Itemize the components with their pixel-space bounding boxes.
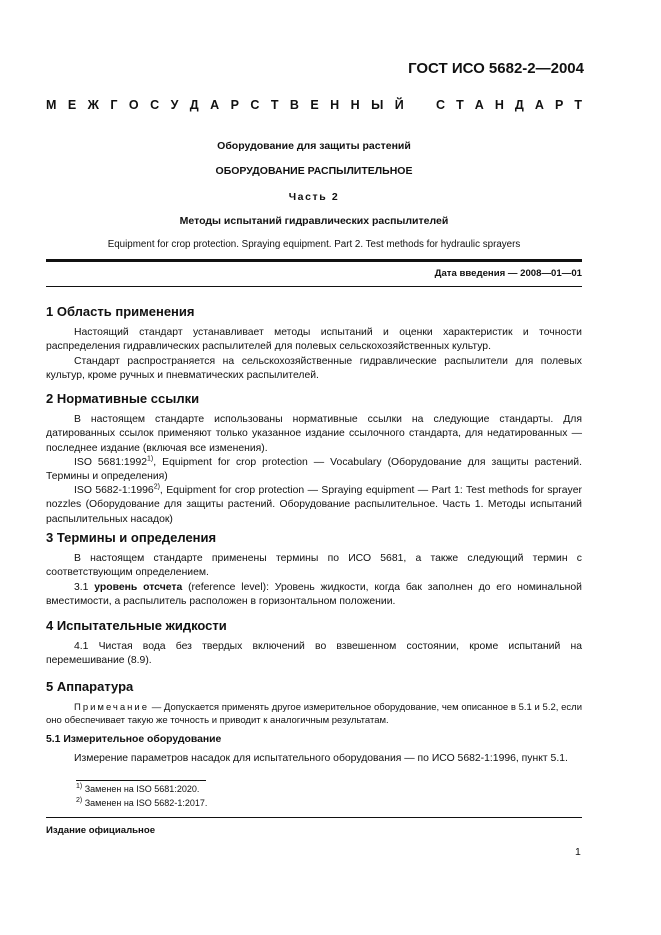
section-1	[46, 305, 582, 383]
section-3	[46, 531, 582, 609]
reference-iso-5682-1	[46, 484, 582, 527]
section-heading: 2 Нормативные ссылки	[46, 391, 200, 406]
note	[46, 701, 582, 727]
reference-title: , Equipment for crop protection — Vocabulary (Оборудование для защиты растений. Термины и определения)	[46, 456, 583, 483]
title-part: Часть 2	[288, 191, 340, 203]
note-label: Примечание	[74, 702, 149, 714]
footnote-marker: 1)	[147, 455, 154, 463]
footer-divider	[46, 817, 582, 818]
term-number: 3.1	[74, 581, 95, 593]
section-2	[46, 392, 582, 527]
paragraph: В настоящем стандарте использованы нормативные ссылки на следующие стандарты. Для датированных ссылок применяют только указанное издание ссылочного стандарта, для недатированных — последнее издание (включая все изменения).	[46, 414, 582, 454]
section-heading: 4 Испытательные жидкости	[46, 618, 227, 633]
footnote-number: 1)	[76, 783, 83, 790]
banner-word-standard: С Т А Н Д А Р Т	[436, 98, 582, 112]
title-divider-thin	[46, 286, 582, 287]
footnote-text: Заменен на ISO 5681:2020.	[82, 784, 200, 794]
title-subtitle: Методы испытаний гидравлических распылителей	[179, 215, 449, 227]
title-divider-thick	[46, 259, 582, 262]
footnote-number: 2)	[76, 797, 83, 804]
note-text: — Допускается применять другое измерительное оборудование, чем описанное в 5.1 и 5.2, если оно обеспечивает такую же точность и приводит к аналогичным результатам.	[46, 702, 582, 727]
paragraph: Измерение параметров насадок для испытательного оборудования — по ИСО 5682-1:1996, пункт 5.1.	[74, 753, 568, 765]
term-name: уровень отсчета	[94, 581, 183, 593]
reference-title: , Equipment for crop protection — Spraying equipment — Part 1: Test methods for sprayer nozzles (Оборудование для защиты растений. Оборудование распылительное. Часть 1. Методы испытаний распылительных насадок)	[46, 485, 582, 525]
subsection-heading: 5.1 Измерительное оборудование	[46, 734, 222, 746]
title-line-1: Оборудование для защиты растений	[217, 140, 411, 152]
footnote-1	[76, 784, 199, 794]
banner-word-interstate: М Е Ж Г О С У Д А Р С Т В Е Н Н Ы Й	[46, 98, 404, 112]
paragraph: В настоящем стандарте применены термины по ИСО 5681, а также следующий термин с соответствующим определением.	[46, 553, 582, 579]
title-english: Equipment for crop protection. Spraying equipment. Part 2. Test methods for hydraulic sprayers	[107, 239, 521, 250]
section-heading: 3 Термины и определения	[46, 530, 217, 545]
section-heading: 5 Аппаратура	[46, 679, 134, 694]
section-5	[46, 680, 582, 767]
term-definition	[46, 581, 582, 609]
title-line-2: ОБОРУДОВАНИЕ РАСПЫЛИТЕЛЬНОЕ	[215, 165, 413, 177]
paragraph: Настоящий стандарт устанавливает методы испытаний и оценки характеристик и точности распределения гидравлических распылителей для полевых сельскохозяйственных культур.	[46, 327, 582, 353]
footnote-2	[76, 798, 207, 808]
section-4	[46, 619, 582, 669]
term-text: (reference level): Уровень жидкости, когда бак заполнен до его номинальной вместимости, а распылитель расположен в горизонтальном положении.	[46, 581, 582, 607]
footnote-text: Заменен на ISO 5682-1:2017.	[82, 798, 208, 808]
official-edition-label: Издание официальное	[46, 825, 156, 836]
document-code: ГОСТ ИСО 5682-2—2004	[408, 60, 584, 77]
reference-iso-5681	[46, 456, 582, 484]
reference-code: ISO 5681:1992	[74, 456, 148, 468]
standard-banner	[46, 98, 582, 112]
footnote-marker: 2)	[153, 483, 160, 491]
page-number: 1	[575, 846, 581, 858]
footnote-divider	[76, 780, 206, 781]
introduction-date: Дата введения — 2008—01—01	[434, 268, 582, 279]
reference-code: ISO 5682-1:1996	[74, 485, 154, 497]
paragraph: 4.1 Чистая вода без твердых включений во взвешенном состоянии, кроме испытаний на перемешивание (8.9).	[46, 641, 582, 667]
paragraph: Стандарт распространяется на сельскохозяйственные гидравлические распылители для полевых культур, кроме ручных и пневматических распылителей.	[46, 355, 582, 381]
section-heading: 1 Область применения	[46, 304, 195, 319]
